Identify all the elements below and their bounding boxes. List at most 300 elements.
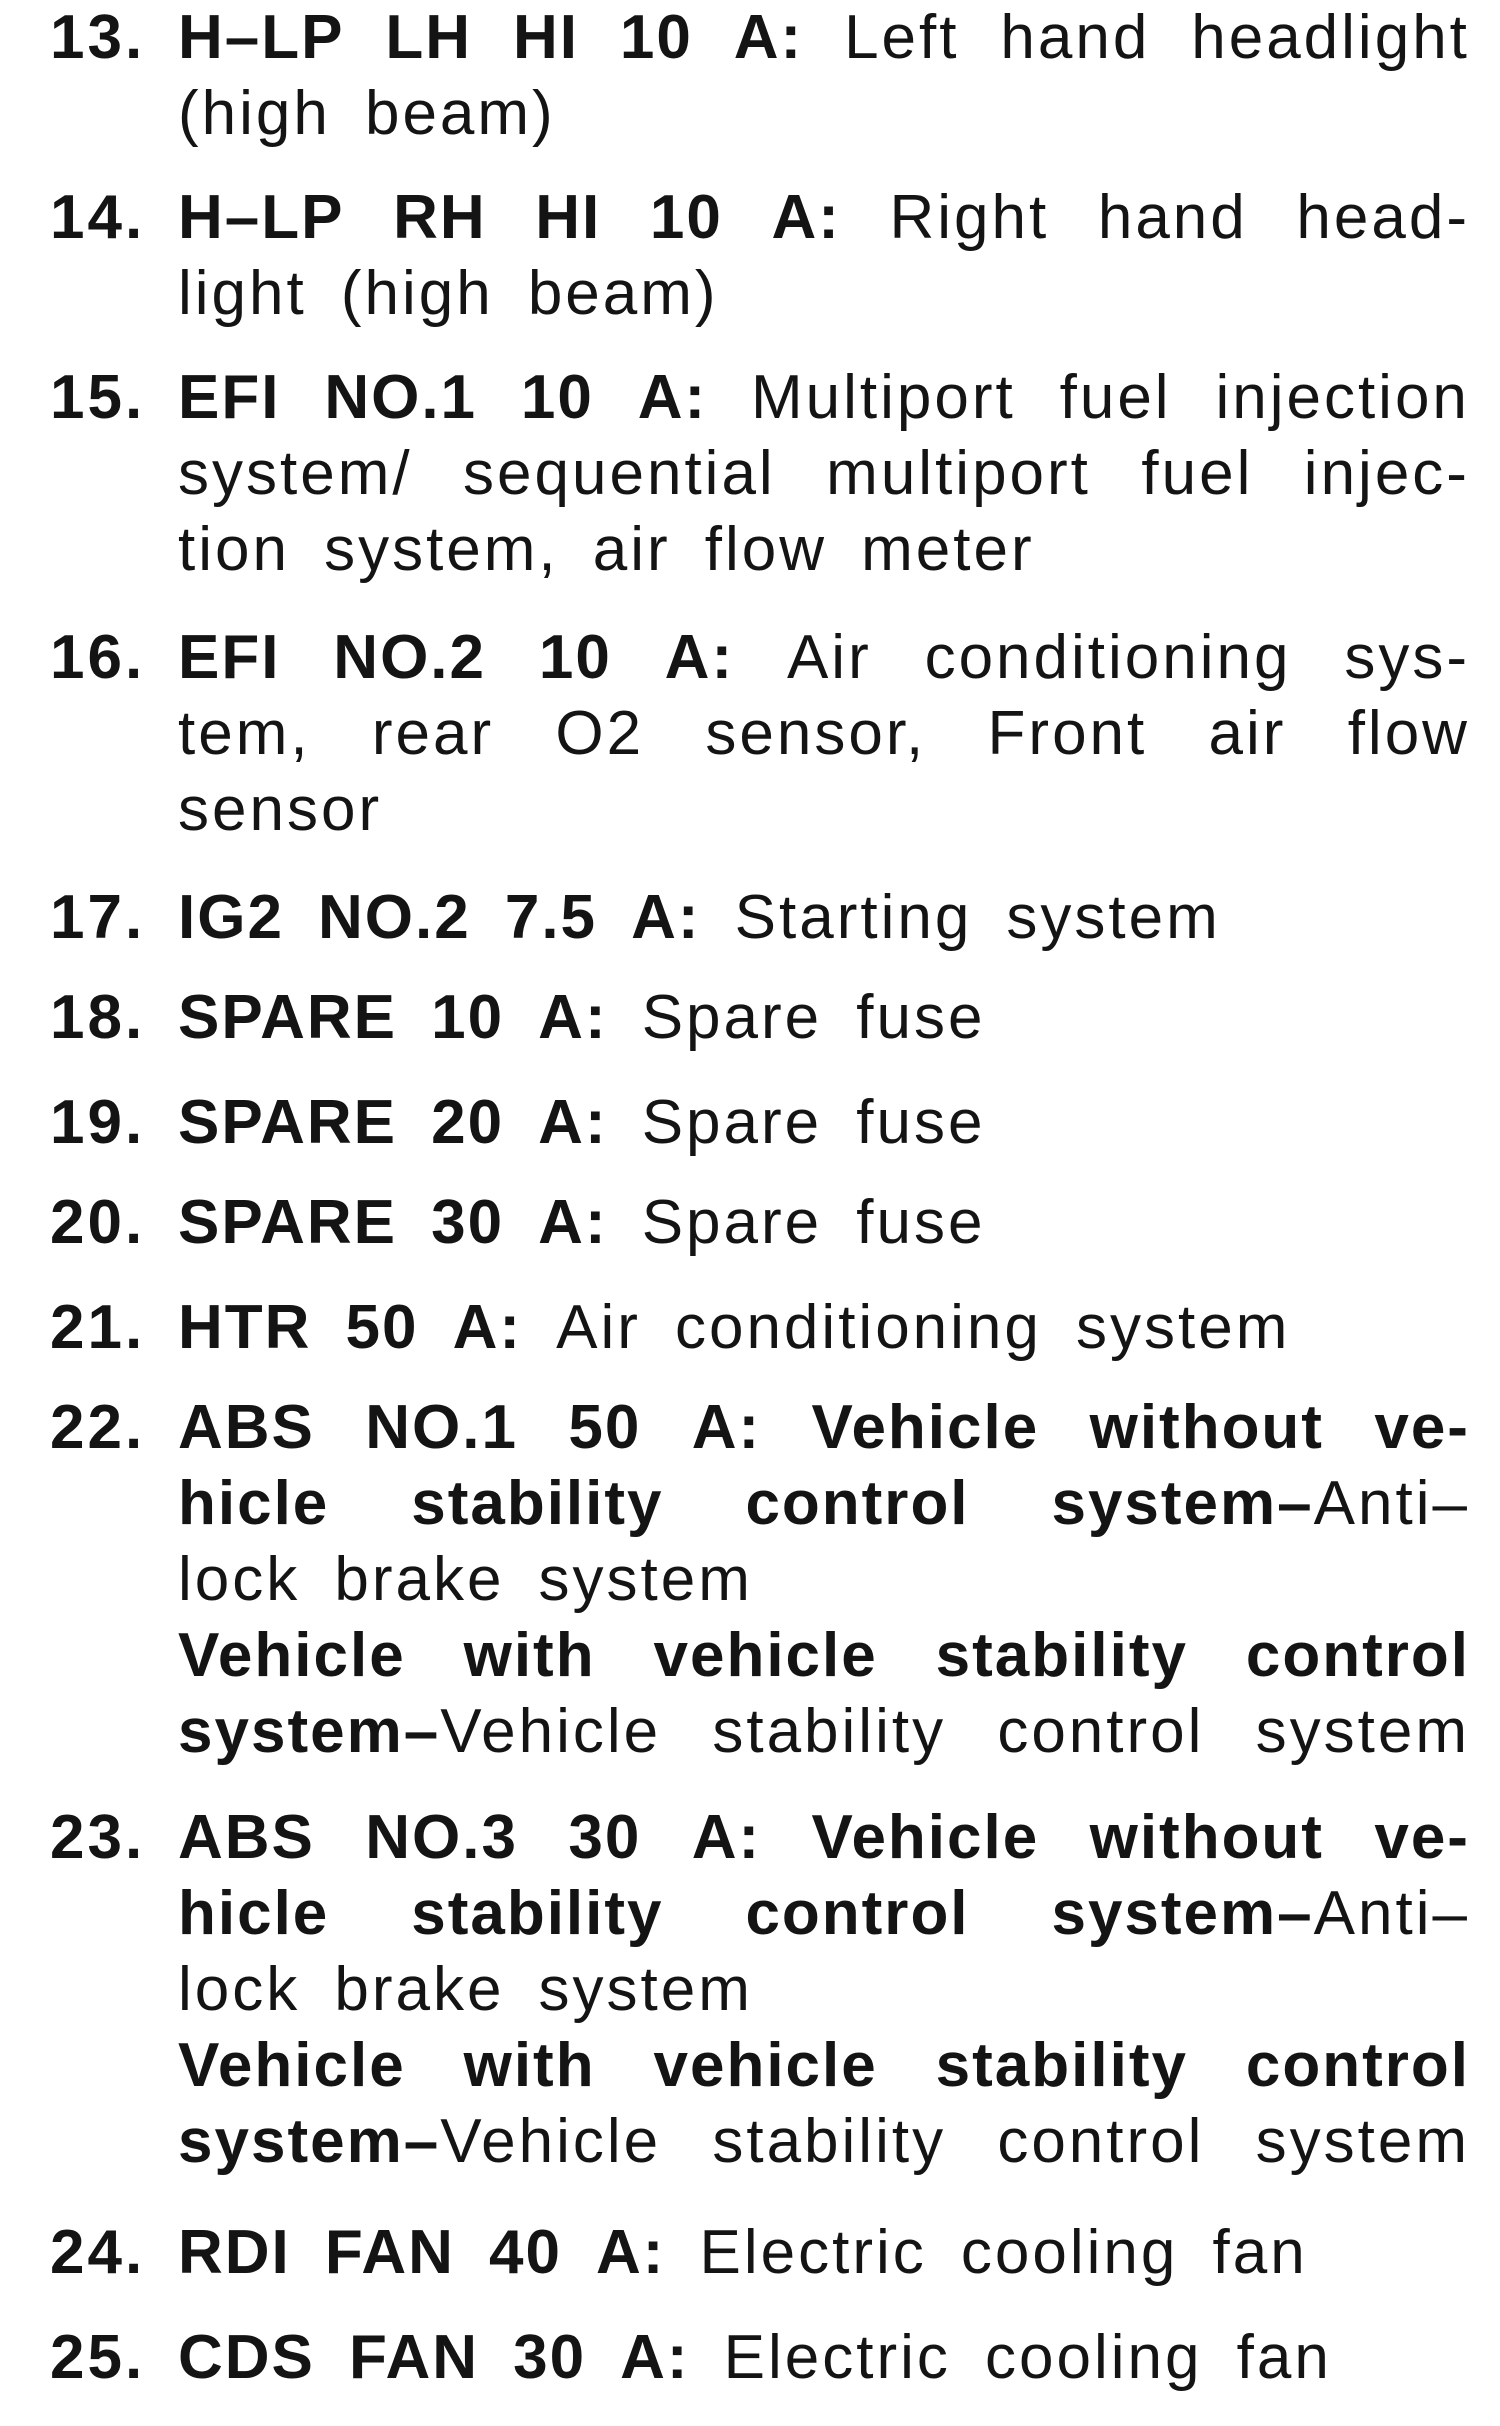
word bbox=[1051, 1466, 1470, 1542]
word bbox=[712, 2104, 946, 2180]
word bbox=[349, 2320, 479, 2396]
word bbox=[735, 880, 973, 956]
word bbox=[178, 1542, 300, 1618]
word bbox=[936, 2028, 1188, 2104]
bold-word: hicle bbox=[178, 1469, 330, 1538]
word bbox=[826, 436, 1091, 512]
plain-word: fuse bbox=[856, 983, 986, 1052]
plain-word: injection bbox=[1215, 363, 1470, 432]
bold-word: RH bbox=[393, 183, 487, 252]
bold-word: A: bbox=[538, 1088, 608, 1157]
word bbox=[1296, 180, 1470, 256]
word bbox=[513, 2320, 586, 2396]
bold-word: system– bbox=[178, 1697, 441, 1766]
word bbox=[178, 1085, 397, 1161]
word bbox=[538, 980, 607, 1056]
text-line bbox=[178, 360, 1470, 436]
bold-word: 30 bbox=[568, 1803, 642, 1872]
word bbox=[705, 696, 926, 772]
word bbox=[675, 1290, 1042, 1366]
bold-word: 20 bbox=[431, 1088, 505, 1157]
bold-word: 30 bbox=[513, 2323, 587, 2392]
plain-word: hand bbox=[1097, 183, 1248, 252]
fuse-number: 23. bbox=[50, 1803, 146, 1872]
plain-word: (high bbox=[340, 259, 494, 328]
bold-word: HTR bbox=[178, 1293, 312, 1362]
plain-word: cooling bbox=[960, 2218, 1179, 2287]
fuse-description bbox=[178, 620, 1470, 848]
bold-word: control bbox=[745, 1469, 970, 1538]
bold-word: LH bbox=[385, 3, 473, 72]
plain-word: brake bbox=[334, 1955, 505, 2024]
word bbox=[324, 512, 559, 588]
plain-word: sys- bbox=[1344, 623, 1470, 692]
word bbox=[705, 512, 827, 588]
plain-word: Anti– bbox=[1313, 1469, 1470, 1538]
word bbox=[861, 512, 1034, 588]
word bbox=[724, 2320, 951, 2396]
fuse-number: 13. bbox=[50, 3, 146, 72]
word bbox=[393, 180, 487, 256]
plain-word: flow bbox=[704, 515, 828, 584]
plain-word: light bbox=[178, 259, 307, 328]
text-line bbox=[178, 1290, 1470, 1366]
fuse-entry bbox=[50, 1085, 1470, 1161]
bold-word: stability bbox=[411, 1879, 664, 1948]
text-line bbox=[178, 696, 1470, 772]
fuse-number: 15. bbox=[50, 363, 146, 432]
word bbox=[178, 256, 307, 332]
word bbox=[178, 1466, 329, 1542]
bold-word: A: bbox=[691, 1393, 762, 1462]
word bbox=[178, 620, 280, 696]
text-line bbox=[178, 180, 1470, 256]
fuse-entry bbox=[50, 0, 1470, 152]
bold-word: HI bbox=[512, 3, 579, 72]
plain-word: flow bbox=[1347, 699, 1470, 768]
bold-word: FAN bbox=[349, 2323, 479, 2392]
word bbox=[513, 0, 579, 76]
plain-word: Spare bbox=[641, 1088, 823, 1157]
word bbox=[997, 2104, 1204, 2180]
word bbox=[812, 1390, 1040, 1466]
word bbox=[654, 1618, 878, 1694]
word bbox=[771, 180, 840, 256]
word bbox=[489, 2215, 562, 2291]
fuse-description bbox=[178, 180, 1470, 332]
word bbox=[1090, 1800, 1324, 1876]
word bbox=[1098, 180, 1248, 256]
word bbox=[556, 1290, 641, 1366]
bold-word: NO.2 bbox=[333, 623, 487, 692]
word bbox=[178, 2215, 291, 2291]
plain-word: conditioning bbox=[924, 623, 1292, 692]
bold-word: NO.1 bbox=[365, 1393, 518, 1462]
word bbox=[178, 1952, 300, 2028]
bold-word: with bbox=[463, 1621, 596, 1690]
word bbox=[1212, 2215, 1307, 2291]
plain-word: Electric bbox=[723, 2323, 951, 2392]
bold-word: without bbox=[1089, 1803, 1324, 1872]
text-line bbox=[178, 2320, 1470, 2396]
fuse-number: 18. bbox=[50, 983, 146, 1052]
plain-word: sequential bbox=[463, 439, 776, 508]
bold-word: A: bbox=[664, 623, 735, 692]
word bbox=[346, 1290, 419, 1366]
word bbox=[178, 0, 344, 76]
text-line bbox=[178, 1542, 1470, 1618]
bold-word: vehicle bbox=[653, 1621, 878, 1690]
bold-word: H–LP bbox=[178, 183, 345, 252]
word bbox=[1374, 1390, 1470, 1466]
word bbox=[985, 2320, 1202, 2396]
bold-word: A: bbox=[637, 363, 708, 432]
word bbox=[642, 1085, 822, 1161]
plain-word: multiport bbox=[826, 439, 1091, 508]
bold-word: 50 bbox=[345, 1293, 419, 1362]
word bbox=[334, 1542, 504, 1618]
plain-word: beam) bbox=[527, 259, 719, 328]
fuse-entry bbox=[50, 360, 1470, 588]
fuse-number: 14. bbox=[50, 183, 146, 252]
plain-word: fuel bbox=[1141, 439, 1254, 508]
word bbox=[539, 1542, 753, 1618]
plain-word: system bbox=[538, 1955, 753, 2024]
bold-word: NO.2 bbox=[318, 883, 471, 952]
word bbox=[751, 360, 1016, 436]
bold-word: stability bbox=[935, 2031, 1188, 2100]
bold-word: Vehicle bbox=[178, 2031, 406, 2100]
text-line bbox=[178, 436, 1470, 512]
word bbox=[178, 1290, 311, 1366]
word bbox=[812, 1800, 1040, 1876]
plain-word: system/ bbox=[178, 439, 413, 508]
plain-word: beam) bbox=[364, 79, 556, 148]
plain-word: Anti– bbox=[1313, 1879, 1470, 1948]
fuse-number: 20. bbox=[50, 1188, 146, 1257]
text-line bbox=[178, 256, 1470, 332]
plain-word: O2 bbox=[555, 699, 645, 768]
fuse-description bbox=[178, 880, 1470, 956]
bold-word: HI bbox=[535, 183, 602, 252]
fuse-entry bbox=[50, 1390, 1470, 1770]
word bbox=[844, 0, 959, 76]
word bbox=[178, 1390, 315, 1466]
word bbox=[642, 980, 822, 1056]
word bbox=[856, 1085, 985, 1161]
word bbox=[178, 512, 290, 588]
bold-word: 10 bbox=[619, 3, 693, 72]
plain-word: sensor, bbox=[705, 699, 927, 768]
bold-word: 10 bbox=[520, 363, 594, 432]
bold-word: ABS bbox=[178, 1803, 315, 1872]
fuse-entry bbox=[50, 980, 1470, 1056]
bold-word: system– bbox=[178, 2107, 441, 2176]
bold-word: vehicle bbox=[653, 2031, 878, 2100]
bold-word: system– bbox=[1051, 1879, 1314, 1948]
bold-word: EFI bbox=[178, 623, 281, 692]
plain-word: meter bbox=[861, 515, 1035, 584]
bold-word: RDI bbox=[178, 2218, 291, 2287]
word bbox=[555, 696, 644, 772]
plain-word: air bbox=[1208, 699, 1287, 768]
word bbox=[178, 1800, 315, 1876]
word bbox=[1246, 1618, 1470, 1694]
word bbox=[334, 1952, 504, 2028]
bold-word: NO.3 bbox=[365, 1803, 518, 1872]
fuse-number: 19. bbox=[50, 1088, 146, 1157]
text-line bbox=[178, 1466, 1470, 1542]
plain-word: control bbox=[997, 1697, 1205, 1766]
plain-word: tion bbox=[178, 515, 290, 584]
bold-word: FAN bbox=[324, 2218, 455, 2287]
word bbox=[593, 512, 671, 588]
plain-word: fuse bbox=[856, 1088, 986, 1157]
text-line bbox=[178, 1618, 1470, 1694]
word bbox=[528, 256, 719, 332]
word bbox=[936, 1618, 1188, 1694]
plain-word: Electric bbox=[699, 2218, 927, 2287]
bold-word: with bbox=[463, 2031, 596, 2100]
word bbox=[1237, 2320, 1332, 2396]
fuse-description bbox=[178, 980, 1470, 1056]
word bbox=[365, 76, 556, 152]
bold-word: without bbox=[1089, 1393, 1324, 1462]
word bbox=[341, 256, 494, 332]
fuse-number: 16. bbox=[50, 623, 146, 692]
word bbox=[178, 2028, 406, 2104]
plain-word: Left bbox=[844, 3, 960, 72]
text-line bbox=[178, 772, 1470, 848]
word bbox=[178, 360, 280, 436]
word bbox=[889, 180, 1049, 256]
text-line bbox=[178, 2215, 1470, 2291]
text-line bbox=[178, 1085, 1470, 1161]
word bbox=[464, 2028, 596, 2104]
word bbox=[1304, 436, 1470, 512]
word bbox=[178, 880, 284, 956]
plain-word: fuse bbox=[856, 1188, 986, 1257]
plain-word: control bbox=[997, 2107, 1205, 2176]
fuse-number: 22. bbox=[50, 1393, 146, 1462]
text-line bbox=[178, 1694, 1470, 1770]
word bbox=[997, 1694, 1204, 1770]
word bbox=[1000, 0, 1150, 76]
plain-word: system bbox=[1255, 2107, 1470, 2176]
word bbox=[431, 1085, 504, 1161]
text-line bbox=[178, 880, 1470, 956]
fuse-description bbox=[178, 1390, 1470, 1770]
text-line bbox=[178, 0, 1470, 76]
plain-word: Spare bbox=[641, 983, 823, 1052]
word bbox=[1246, 2028, 1470, 2104]
plain-word: stability bbox=[712, 2107, 947, 2176]
word bbox=[325, 2215, 455, 2291]
bold-word: Vehicle bbox=[811, 1803, 1040, 1872]
word bbox=[1060, 360, 1172, 436]
bold-word: A: bbox=[538, 1188, 608, 1257]
word bbox=[385, 0, 472, 76]
plain-word: Starting bbox=[734, 883, 973, 952]
bold-word: SPARE bbox=[178, 1188, 398, 1257]
bold-word: IG2 bbox=[178, 883, 284, 952]
text-line bbox=[178, 76, 1470, 152]
plain-word: stability bbox=[712, 1697, 947, 1766]
word bbox=[178, 1876, 329, 1952]
plain-word: rear bbox=[371, 699, 495, 768]
word bbox=[692, 1800, 761, 1876]
text-line bbox=[178, 1800, 1470, 1876]
bold-word: A: bbox=[538, 983, 608, 1052]
plain-word: system bbox=[1255, 1697, 1470, 1766]
plain-word: Multiport bbox=[751, 363, 1016, 432]
fuse-entry bbox=[50, 2215, 1470, 2291]
word bbox=[411, 1466, 663, 1542]
bold-word: ve- bbox=[1374, 1803, 1470, 1872]
bold-word: SPARE bbox=[178, 983, 398, 1052]
bold-word: EFI bbox=[178, 363, 281, 432]
bold-word: hicle bbox=[178, 1879, 330, 1948]
fuse-number: 21. bbox=[50, 1293, 146, 1362]
bold-word: Vehicle bbox=[811, 1393, 1040, 1462]
word bbox=[620, 2320, 689, 2396]
word bbox=[1348, 696, 1470, 772]
bold-word: 7.5 bbox=[504, 883, 598, 952]
word bbox=[745, 1876, 969, 1952]
text-line bbox=[178, 1185, 1470, 1261]
word bbox=[745, 1466, 969, 1542]
plain-word: Air bbox=[786, 623, 872, 692]
plain-word: Vehicle bbox=[440, 2107, 662, 2176]
plain-word: lock bbox=[178, 1545, 301, 1614]
bold-word: Vehicle bbox=[178, 1621, 406, 1690]
word bbox=[538, 1185, 607, 1261]
word bbox=[1076, 1290, 1290, 1366]
plain-word: Spare bbox=[641, 1188, 823, 1257]
plain-word: fan bbox=[1236, 2323, 1332, 2392]
word bbox=[1209, 696, 1287, 772]
word bbox=[568, 1800, 641, 1876]
fuse-entry bbox=[50, 1185, 1470, 1261]
plain-word: brake bbox=[334, 1545, 505, 1614]
text-line bbox=[178, 620, 1470, 696]
bold-word: system– bbox=[1051, 1469, 1314, 1538]
word bbox=[178, 696, 311, 772]
fuse-description bbox=[178, 1800, 1470, 2180]
plain-word: Air bbox=[556, 1293, 641, 1362]
fuse-description bbox=[178, 2215, 1470, 2291]
text-line bbox=[178, 2028, 1470, 2104]
word bbox=[324, 360, 477, 436]
plain-word: Front bbox=[987, 699, 1148, 768]
word bbox=[642, 1185, 822, 1261]
fuse-entry bbox=[50, 620, 1470, 848]
word bbox=[650, 180, 723, 256]
bold-word: A: bbox=[631, 883, 701, 952]
plain-word: tem, bbox=[178, 699, 311, 768]
bold-word: CDS bbox=[178, 2323, 315, 2392]
bold-word: A: bbox=[691, 1803, 762, 1872]
word bbox=[568, 1390, 641, 1466]
bold-word: control bbox=[1245, 2031, 1470, 2100]
fuse-description bbox=[178, 1185, 1470, 1261]
plain-word: system bbox=[1075, 1293, 1291, 1362]
bold-word: 10 bbox=[649, 183, 723, 252]
plain-word: fan bbox=[1212, 2218, 1308, 2287]
bold-word: A: bbox=[771, 183, 841, 252]
plain-word: (high bbox=[178, 79, 331, 148]
word bbox=[431, 1185, 504, 1261]
word bbox=[538, 1085, 607, 1161]
word bbox=[535, 180, 601, 256]
word bbox=[365, 1390, 518, 1466]
bold-word: NO.1 bbox=[324, 363, 478, 432]
bold-word: stability bbox=[411, 1469, 664, 1538]
word bbox=[856, 1185, 985, 1261]
plain-word: system, bbox=[324, 515, 559, 584]
plain-word: Right bbox=[889, 183, 1050, 252]
word bbox=[734, 0, 803, 76]
word bbox=[178, 2320, 315, 2396]
word bbox=[178, 772, 382, 848]
bold-word: ve- bbox=[1374, 1393, 1470, 1462]
word bbox=[988, 696, 1148, 772]
word bbox=[925, 620, 1292, 696]
word bbox=[654, 2028, 878, 2104]
text-line bbox=[178, 1952, 1470, 2028]
plain-word: cooling bbox=[985, 2323, 1203, 2392]
word bbox=[692, 1390, 761, 1466]
fuse-description bbox=[178, 360, 1470, 588]
bold-word: SPARE bbox=[178, 1088, 398, 1157]
bold-word: 40 bbox=[488, 2218, 562, 2287]
text-line bbox=[178, 2104, 1470, 2180]
word bbox=[712, 1694, 946, 1770]
word bbox=[178, 2104, 661, 2180]
word bbox=[411, 1876, 663, 1952]
text-line bbox=[178, 512, 1470, 588]
text-line bbox=[178, 1390, 1470, 1466]
word bbox=[638, 360, 707, 436]
word bbox=[631, 880, 700, 956]
bold-word: 50 bbox=[568, 1393, 642, 1462]
plain-word: sensor bbox=[178, 775, 383, 844]
fuse-number: 17. bbox=[50, 883, 146, 952]
plain-word: injec- bbox=[1303, 439, 1470, 508]
fuse-number: 24. bbox=[50, 2218, 146, 2287]
word bbox=[178, 180, 344, 256]
bold-word: ABS bbox=[178, 1393, 315, 1462]
bold-word: A: bbox=[620, 2323, 690, 2392]
word bbox=[178, 76, 331, 152]
bold-word: A: bbox=[596, 2218, 666, 2287]
word bbox=[464, 1618, 596, 1694]
bold-word: A: bbox=[733, 3, 804, 72]
bold-word: 10 bbox=[431, 983, 505, 1052]
plain-word: headlight bbox=[1191, 3, 1470, 72]
word bbox=[961, 2215, 1178, 2291]
fuse-entry bbox=[50, 880, 1470, 956]
word bbox=[1344, 620, 1470, 696]
plain-word: lock bbox=[178, 1955, 301, 2024]
word bbox=[178, 1694, 661, 1770]
plain-word: head- bbox=[1296, 183, 1470, 252]
bold-word: stability bbox=[935, 1621, 1188, 1690]
fuse-entry bbox=[50, 180, 1470, 332]
bold-word: control bbox=[745, 1879, 970, 1948]
bold-word: control bbox=[1245, 1621, 1470, 1690]
plain-word: fuel bbox=[1059, 363, 1172, 432]
